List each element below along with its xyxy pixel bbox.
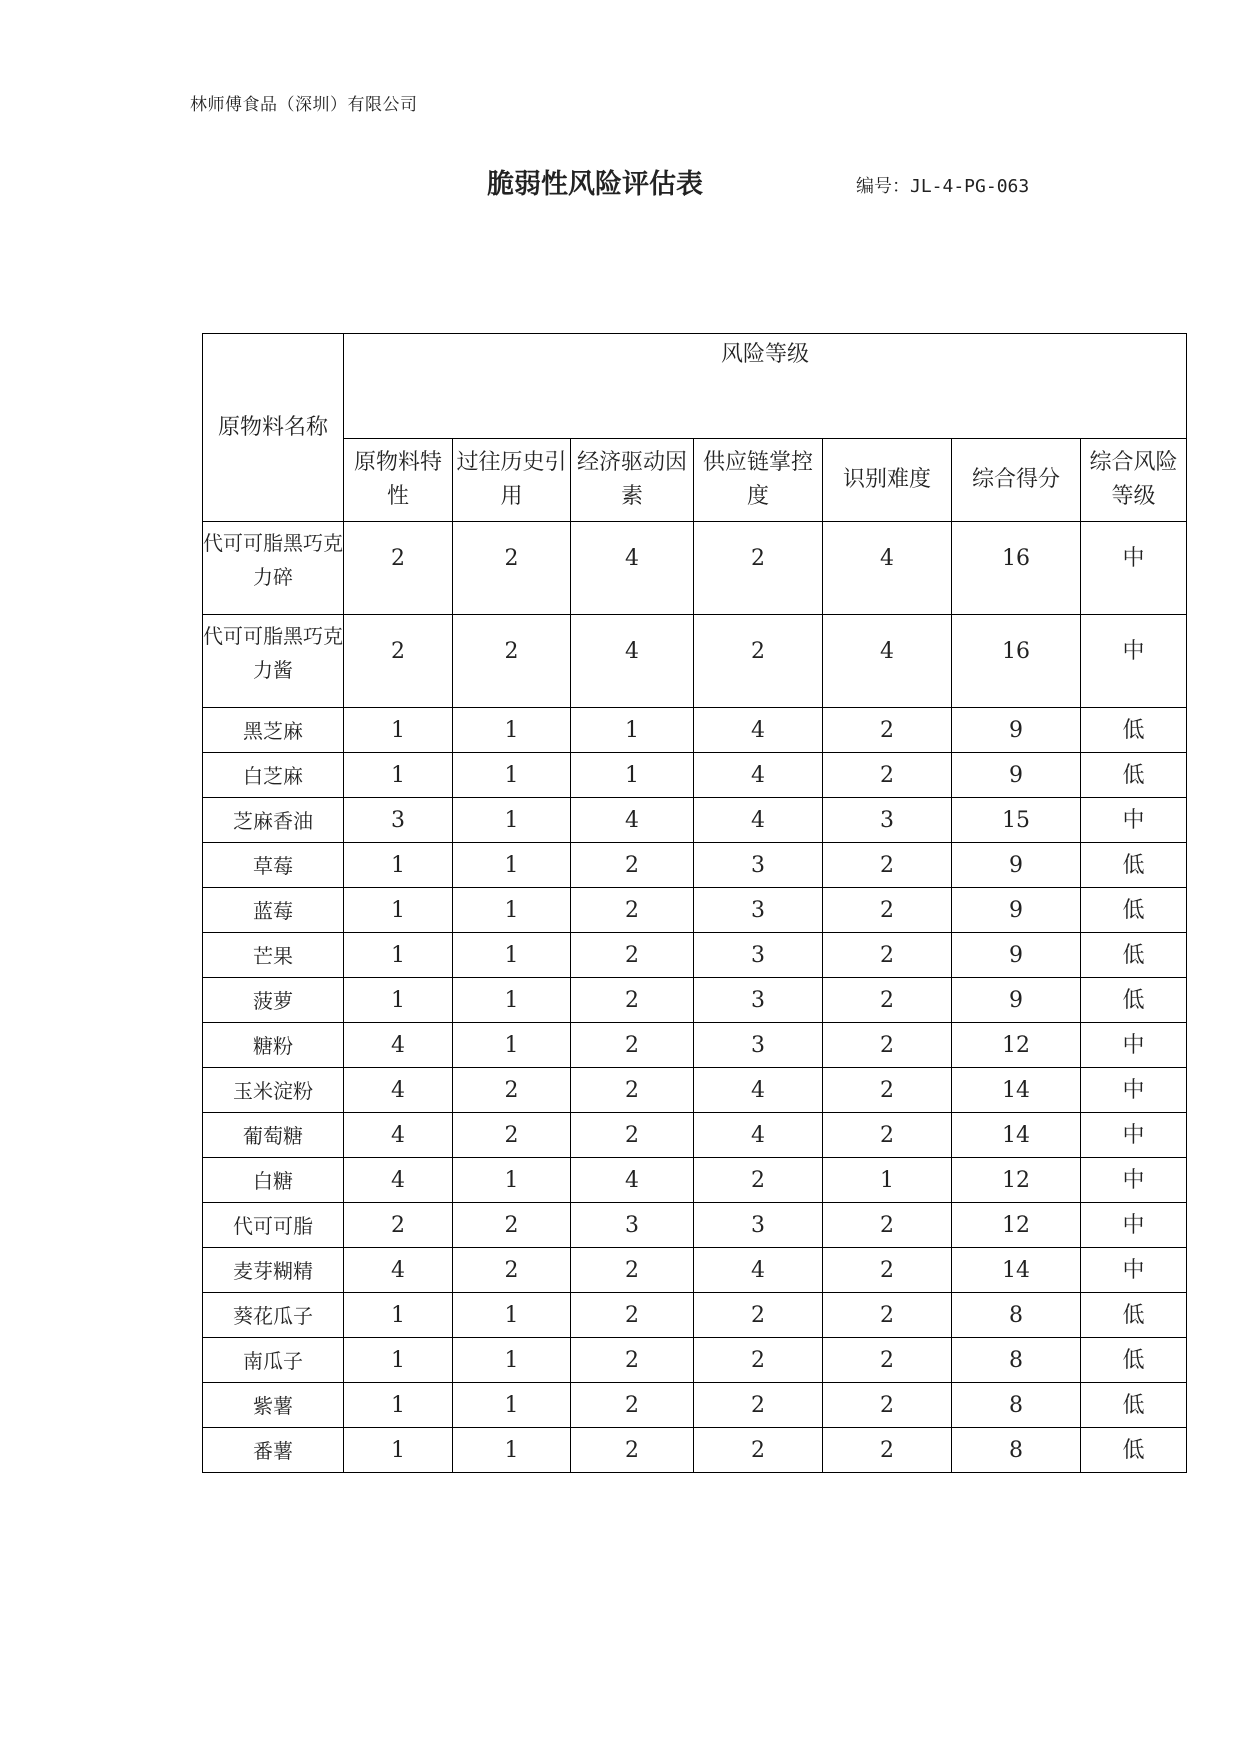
- material-name-cell: 麦芽糊精: [203, 1248, 344, 1293]
- table-cell: 9: [952, 708, 1081, 753]
- table-cell: 14: [952, 1068, 1081, 1113]
- table-cell: 3: [571, 1203, 694, 1248]
- table-cell: 4: [694, 1068, 823, 1113]
- column-header: 综合得分: [952, 439, 1081, 522]
- table-cell: 2: [453, 1248, 571, 1293]
- table-cell: 2: [823, 708, 952, 753]
- table-cell: 4: [694, 1248, 823, 1293]
- table-cell: 12: [952, 1023, 1081, 1068]
- material-name-cell: 蓝莓: [203, 888, 344, 933]
- table-cell: 3: [694, 1023, 823, 1068]
- table-cell: 9: [952, 888, 1081, 933]
- table-cell: 2: [571, 978, 694, 1023]
- table-cell: 14: [952, 1113, 1081, 1158]
- column-header: 供应链掌控度: [694, 439, 823, 522]
- table-cell: 3: [694, 978, 823, 1023]
- table-cell: 2: [571, 1428, 694, 1473]
- table-cell: 2: [453, 1203, 571, 1248]
- table-row: [203, 1158, 1187, 1203]
- table-cell: 1: [344, 1428, 453, 1473]
- risk-assessment-table: [202, 333, 1187, 1473]
- table-row: [203, 1248, 1187, 1293]
- table-row: [203, 1023, 1187, 1068]
- table-cell: 低: [1081, 1338, 1187, 1383]
- column-header: 过往历史引用: [453, 439, 571, 522]
- table-cell: 中: [1081, 1023, 1187, 1068]
- table-cell: 3: [694, 843, 823, 888]
- table-cell: 4: [823, 522, 952, 615]
- table-cell: 9: [952, 933, 1081, 978]
- table-cell: 2: [344, 1203, 453, 1248]
- table-cell: 1: [823, 1158, 952, 1203]
- table-cell: 4: [344, 1113, 453, 1158]
- table-cell: 低: [1081, 978, 1187, 1023]
- risk-level-group-header: 风险等级: [344, 334, 1187, 439]
- table-cell: 1: [453, 1428, 571, 1473]
- table-cell: 4: [694, 753, 823, 798]
- table-cell: 2: [453, 615, 571, 708]
- table-cell: 3: [694, 888, 823, 933]
- page-title: 脆弱性风险评估表: [487, 169, 703, 200]
- table-cell: 1: [453, 978, 571, 1023]
- table-row: [203, 978, 1187, 1023]
- material-name-cell: 芝麻香油: [203, 798, 344, 843]
- table-cell: 1: [453, 1293, 571, 1338]
- table-cell: 2: [823, 1248, 952, 1293]
- table-row: [203, 798, 1187, 843]
- table-row: [203, 843, 1187, 888]
- table-cell: 2: [694, 1383, 823, 1428]
- table-cell: 16: [952, 615, 1081, 708]
- material-name-cell: 草莓: [203, 843, 344, 888]
- table-cell: 1: [344, 933, 453, 978]
- table-row: [203, 615, 1187, 708]
- table-cell: 4: [344, 1248, 453, 1293]
- table-cell: 3: [694, 1203, 823, 1248]
- table-row: [203, 1428, 1187, 1473]
- table-cell: 2: [571, 843, 694, 888]
- table-cell: 2: [823, 1383, 952, 1428]
- column-header: 经济驱动因素: [571, 439, 694, 522]
- column-header: 原物料特性: [344, 439, 453, 522]
- table-cell: 低: [1081, 1383, 1187, 1428]
- table-cell: 1: [453, 1338, 571, 1383]
- table-cell: 2: [571, 1113, 694, 1158]
- table-cell: 1: [344, 1383, 453, 1428]
- table-cell: 1: [453, 888, 571, 933]
- table-cell: 中: [1081, 798, 1187, 843]
- table-cell: 2: [453, 522, 571, 615]
- table-cell: 4: [694, 1113, 823, 1158]
- table-cell: 2: [694, 1428, 823, 1473]
- table-cell: 9: [952, 978, 1081, 1023]
- table-cell: 2: [453, 1068, 571, 1113]
- table-cell: 中: [1081, 1158, 1187, 1203]
- table-cell: 9: [952, 753, 1081, 798]
- table-cell: 1: [453, 753, 571, 798]
- material-name-cell: 白芝麻: [203, 753, 344, 798]
- table-cell: 14: [952, 1248, 1081, 1293]
- table-cell: 2: [571, 888, 694, 933]
- table-row: [203, 522, 1187, 615]
- material-name-cell: 玉米淀粉: [203, 1068, 344, 1113]
- table-row: [203, 1113, 1187, 1158]
- table-cell: 12: [952, 1203, 1081, 1248]
- table-cell: 2: [823, 753, 952, 798]
- table-cell: 1: [571, 708, 694, 753]
- table-cell: 12: [952, 1158, 1081, 1203]
- table-row: [203, 933, 1187, 978]
- table-cell: 中: [1081, 1248, 1187, 1293]
- table-cell: 低: [1081, 1428, 1187, 1473]
- table-cell: 2: [571, 1338, 694, 1383]
- table-cell: 低: [1081, 843, 1187, 888]
- table-cell: 中: [1081, 522, 1187, 615]
- table-cell: 16: [952, 522, 1081, 615]
- table-cell: 1: [453, 1023, 571, 1068]
- table-cell: 9: [952, 843, 1081, 888]
- table-cell: 低: [1081, 888, 1187, 933]
- table-row: [203, 1203, 1187, 1248]
- table-cell: 2: [694, 1338, 823, 1383]
- table-cell: 2: [571, 1383, 694, 1428]
- table-cell: 1: [453, 843, 571, 888]
- table-row: [203, 1383, 1187, 1428]
- table-cell: 15: [952, 798, 1081, 843]
- table-cell: 8: [952, 1338, 1081, 1383]
- material-name-cell: 南瓜子: [203, 1338, 344, 1383]
- table-cell: 2: [823, 1338, 952, 1383]
- table-cell: 2: [571, 1248, 694, 1293]
- table-cell: 1: [453, 708, 571, 753]
- table-cell: 2: [694, 522, 823, 615]
- material-name-cell: 芒果: [203, 933, 344, 978]
- company-name: 林师傅食品（深圳）有限公司: [190, 95, 418, 115]
- table-cell: 2: [823, 1293, 952, 1338]
- table-cell: 4: [571, 522, 694, 615]
- table-cell: 1: [344, 1338, 453, 1383]
- table-cell: 8: [952, 1428, 1081, 1473]
- table-cell: 1: [571, 753, 694, 798]
- table-cell: 2: [823, 1113, 952, 1158]
- table-cell: 2: [344, 522, 453, 615]
- table-cell: 2: [571, 1023, 694, 1068]
- table-cell: 2: [823, 933, 952, 978]
- material-name-cell: 番薯: [203, 1428, 344, 1473]
- table-cell: 低: [1081, 933, 1187, 978]
- document-number: 编号：JL-4-PG-063: [856, 176, 1030, 197]
- table-cell: 1: [453, 798, 571, 843]
- column-header: 识别难度: [823, 439, 952, 522]
- table-cell: 中: [1081, 615, 1187, 708]
- table-cell: 3: [344, 798, 453, 843]
- table-row: [203, 753, 1187, 798]
- table-cell: 2: [694, 1158, 823, 1203]
- material-name-cell: 紫薯: [203, 1383, 344, 1428]
- material-name-cell: 代可可脂: [203, 1203, 344, 1248]
- material-name-header: 原物料名称: [203, 334, 344, 522]
- table-cell: 低: [1081, 708, 1187, 753]
- table-cell: 1: [344, 1293, 453, 1338]
- table-cell: 4: [694, 798, 823, 843]
- table-cell: 1: [344, 708, 453, 753]
- table-cell: 2: [694, 615, 823, 708]
- table-cell: 3: [823, 798, 952, 843]
- table-cell: 8: [952, 1383, 1081, 1428]
- material-name-cell: 代可可脂黑巧克力碎: [203, 522, 344, 615]
- table-cell: 2: [453, 1113, 571, 1158]
- table-row: [203, 708, 1187, 753]
- table-cell: 1: [453, 1158, 571, 1203]
- table-cell: 中: [1081, 1068, 1187, 1113]
- table-cell: 2: [571, 1068, 694, 1113]
- material-name-cell: 黑芝麻: [203, 708, 344, 753]
- material-name-cell: 葡萄糖: [203, 1113, 344, 1158]
- table-row: [203, 888, 1187, 933]
- table-row: [203, 1338, 1187, 1383]
- table-row: [203, 1068, 1187, 1113]
- material-name-cell: 糖粉: [203, 1023, 344, 1068]
- material-name-cell: 菠萝: [203, 978, 344, 1023]
- table-cell: 4: [344, 1068, 453, 1113]
- table-row: [203, 1293, 1187, 1338]
- table-cell: 2: [344, 615, 453, 708]
- table-cell: 中: [1081, 1113, 1187, 1158]
- table-cell: 2: [823, 1023, 952, 1068]
- column-header: 综合风险等级: [1081, 439, 1187, 522]
- table-cell: 8: [952, 1293, 1081, 1338]
- table-cell: 2: [823, 888, 952, 933]
- table-cell: 4: [344, 1023, 453, 1068]
- table-cell: 1: [453, 933, 571, 978]
- table-cell: 中: [1081, 1203, 1187, 1248]
- table-cell: 1: [344, 978, 453, 1023]
- table-cell: 4: [694, 708, 823, 753]
- table-cell: 4: [823, 615, 952, 708]
- table-cell: 2: [823, 843, 952, 888]
- table-cell: 2: [823, 1203, 952, 1248]
- table-cell: 1: [344, 753, 453, 798]
- material-name-cell: 葵花瓜子: [203, 1293, 344, 1338]
- material-name-cell: 白糖: [203, 1158, 344, 1203]
- table-cell: 1: [344, 843, 453, 888]
- table-cell: 低: [1081, 1293, 1187, 1338]
- table-cell: 4: [571, 615, 694, 708]
- table-cell: 1: [344, 888, 453, 933]
- table-cell: 2: [571, 1293, 694, 1338]
- table-cell: 4: [571, 1158, 694, 1203]
- table-cell: 3: [694, 933, 823, 978]
- material-name-cell: 代可可脂黑巧克力酱: [203, 615, 344, 708]
- table-cell: 2: [694, 1293, 823, 1338]
- table-cell: 2: [571, 933, 694, 978]
- table-cell: 低: [1081, 753, 1187, 798]
- table-cell: 4: [344, 1158, 453, 1203]
- table-cell: 1: [453, 1383, 571, 1428]
- table-cell: 2: [823, 1428, 952, 1473]
- table-cell: 4: [571, 798, 694, 843]
- table-cell: 2: [823, 1068, 952, 1113]
- table-cell: 2: [823, 978, 952, 1023]
